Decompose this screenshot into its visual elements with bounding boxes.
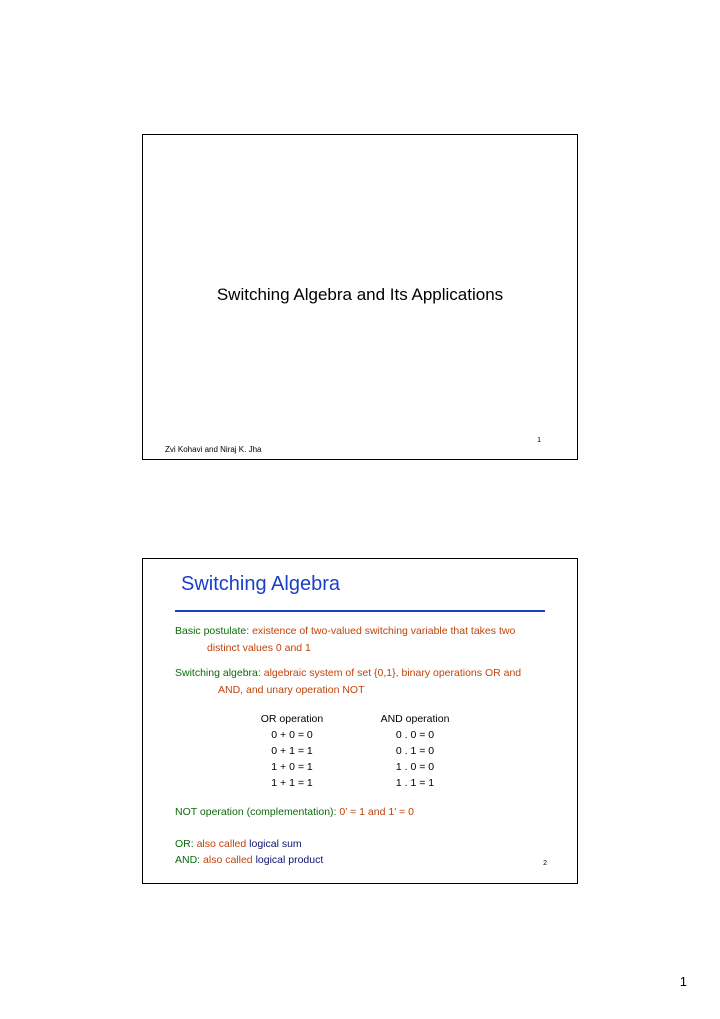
title-underline — [175, 610, 545, 612]
or-table-row: 1 + 1 = 1 — [271, 777, 313, 789]
switching-algebra-paragraph — [175, 665, 521, 699]
basic-postulate-label: Basic postulate: — [175, 625, 250, 637]
basic-postulate-paragraph — [175, 623, 515, 657]
switching-algebra-text-1: algebraic system of set {0,1}, binary operations OR and — [263, 667, 522, 679]
switching-algebra-label: Switching algebra: — [175, 667, 261, 679]
switching-algebra-text-2: AND, and unary operation NOT — [218, 684, 365, 696]
or-table-row: 0 + 1 = 1 — [271, 745, 313, 757]
not-operation-line — [175, 804, 414, 821]
and-table-row: 1 . 1 = 1 — [395, 777, 435, 789]
and-note-term: logical product — [255, 854, 324, 866]
or-operation-table — [259, 711, 325, 791]
and-operation-table — [377, 711, 453, 791]
slide-1-number: 1 — [537, 437, 541, 444]
or-table-header: OR operation — [260, 713, 324, 725]
not-operation-label: NOT operation (complementation): — [175, 806, 337, 818]
or-table-row: 0 + 0 = 0 — [271, 729, 313, 741]
and-table-row: 0 . 0 = 0 — [395, 729, 435, 741]
slide-1-title: Switching Algebra and Its Applications — [216, 285, 504, 304]
slide-2-number: 2 — [543, 860, 547, 867]
basic-postulate-text-1: existence of two-valued switching variable that takes two — [252, 625, 516, 637]
and-table-row: 1 . 0 = 0 — [395, 761, 435, 773]
and-note-text: also called — [203, 854, 253, 866]
slide-1-footer: Zvi Kohavi and Niraj K. Jha — [165, 445, 262, 454]
page-number: 1 — [679, 974, 687, 989]
basic-postulate-text-2: distinct values 0 and 1 — [207, 642, 311, 654]
or-note-line — [175, 836, 302, 853]
slide-2-title: Switching Algebra — [181, 573, 340, 595]
and-note-line — [175, 852, 323, 869]
or-note-label: OR: — [175, 838, 194, 850]
not-operation-text: 0’ = 1 and 1’ = 0 — [339, 806, 414, 818]
and-note-label: AND: — [175, 854, 201, 866]
or-table-row: 1 + 0 = 1 — [271, 761, 313, 773]
slide-1 — [142, 134, 578, 460]
and-table-row: 0 . 1 = 0 — [395, 745, 435, 757]
or-note-term: logical sum — [249, 838, 302, 850]
and-table-header: AND operation — [380, 713, 450, 725]
slide-2 — [142, 558, 578, 884]
or-note-text: also called — [196, 838, 247, 850]
